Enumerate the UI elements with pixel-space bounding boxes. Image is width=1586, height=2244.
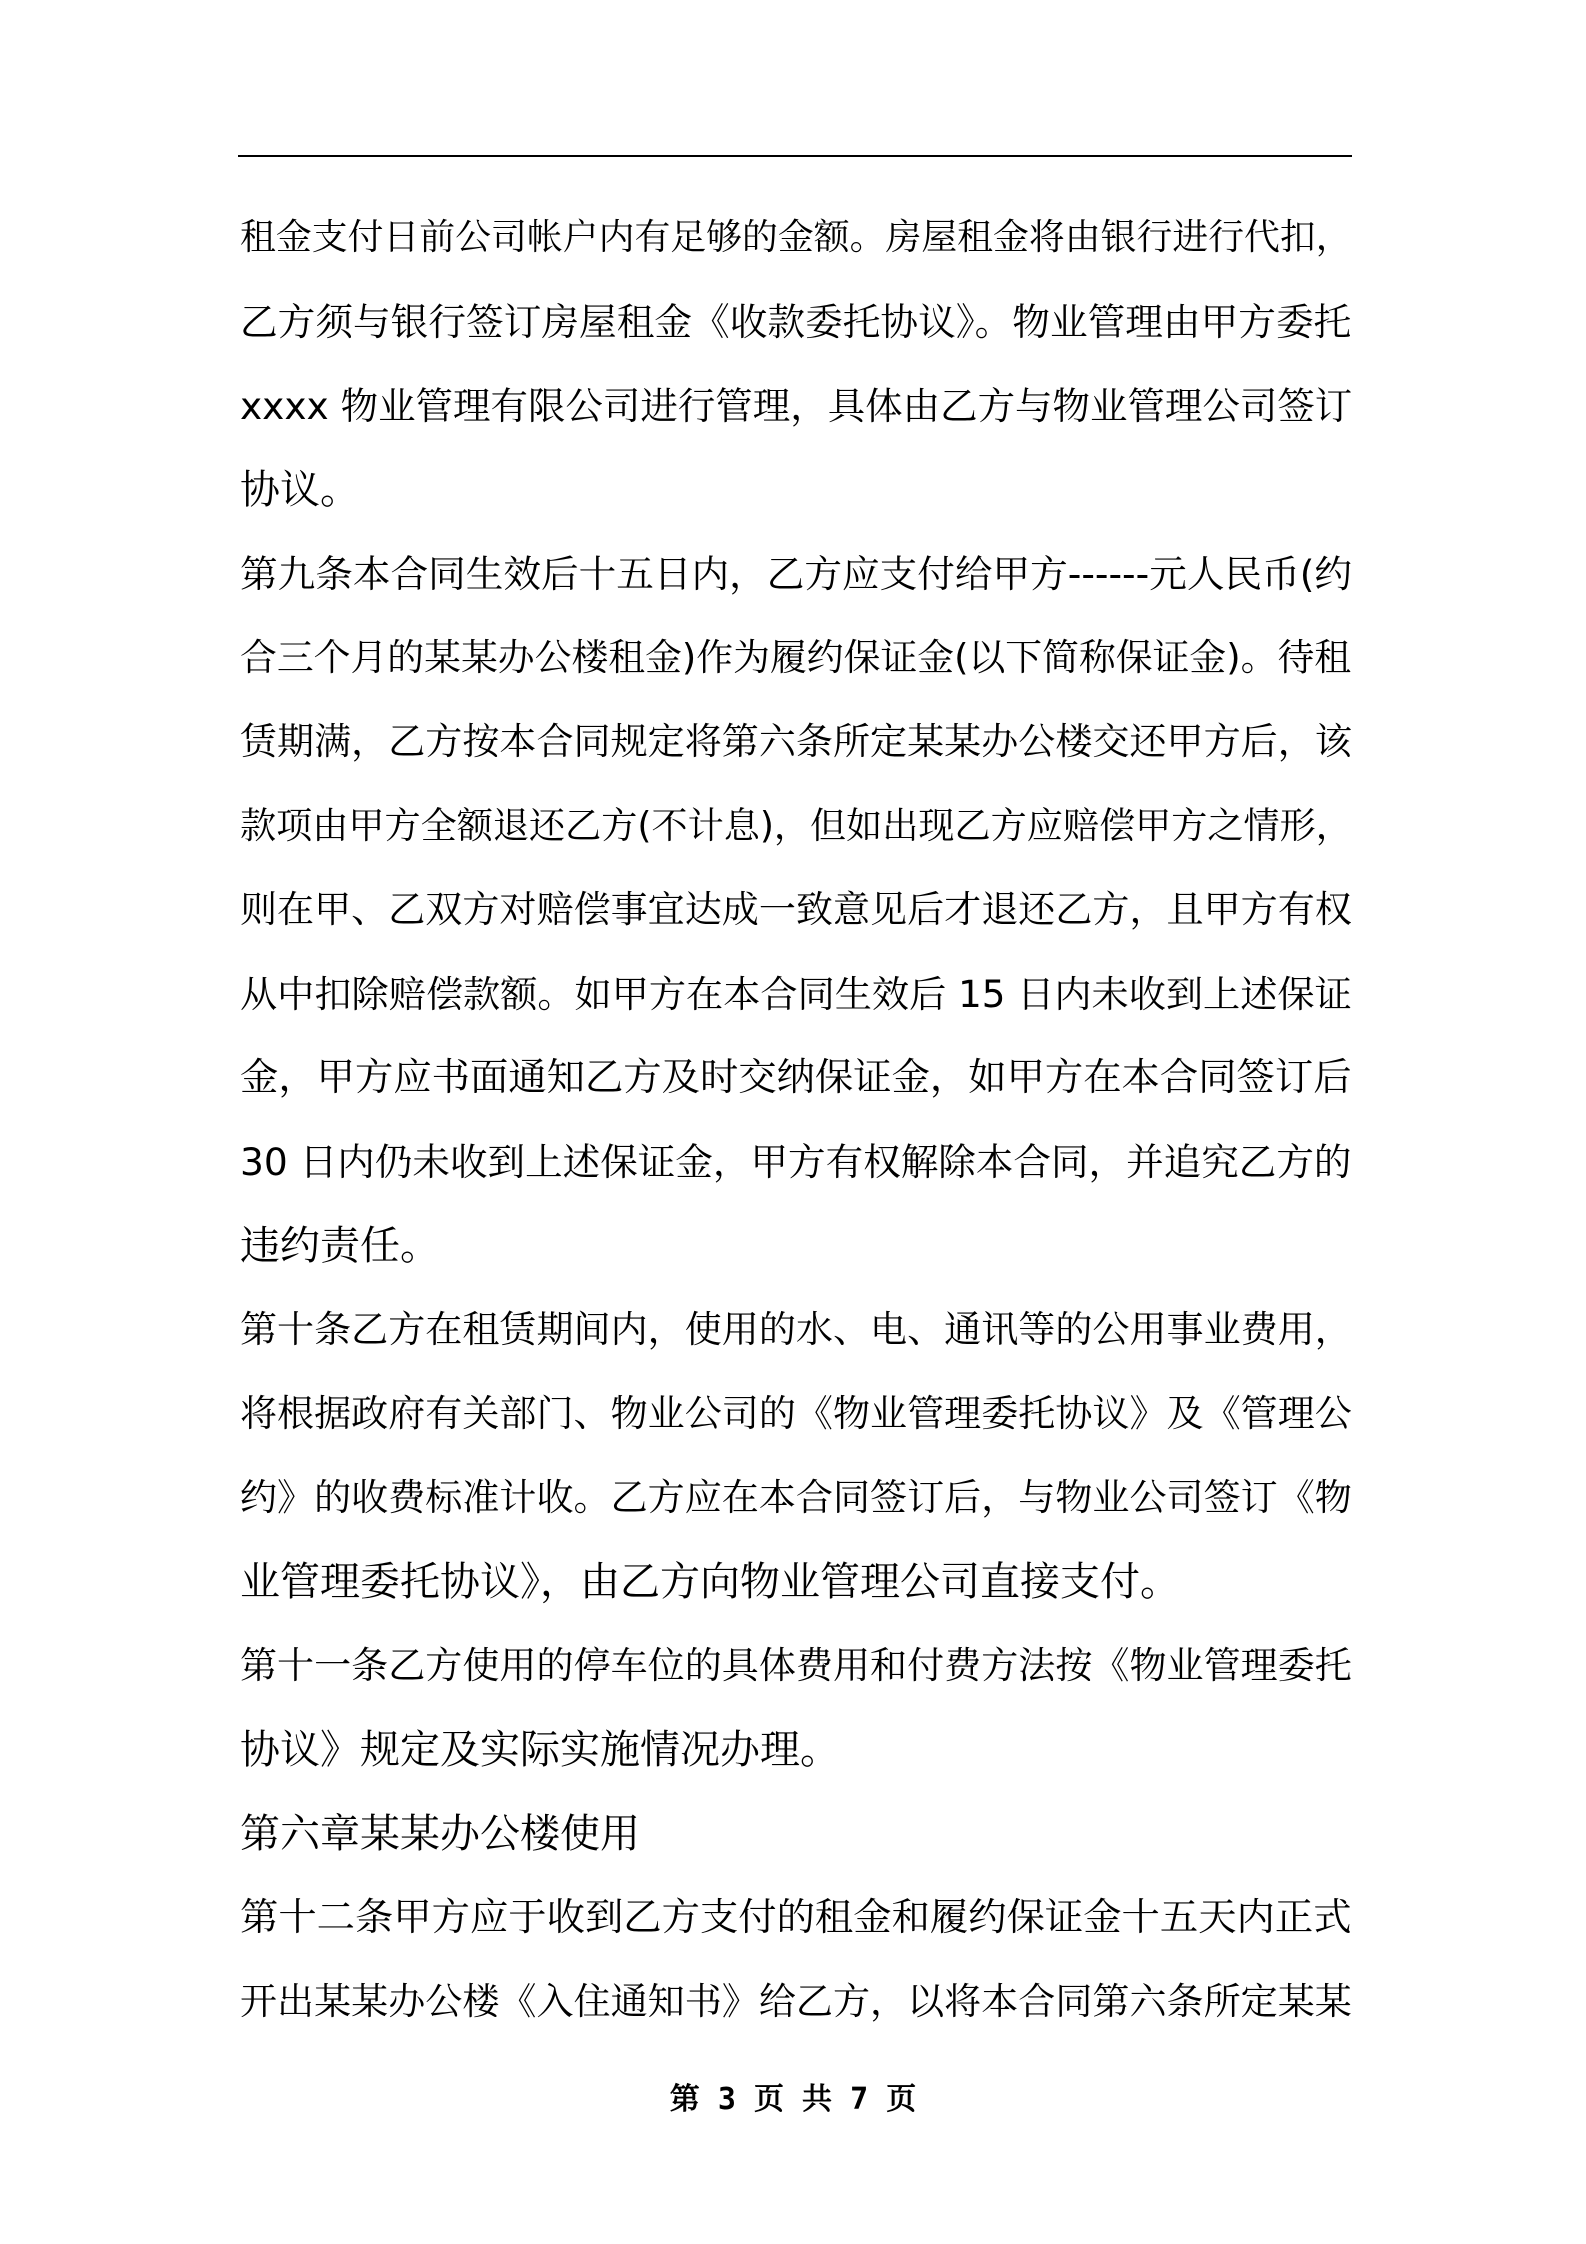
text-line: 违约责任。 bbox=[240, 1223, 440, 1269]
section-heading: 第六章某某办公楼使用 bbox=[240, 1811, 640, 1857]
text-line: 约》的收费标准计收。乙方应在本合同签订后，与物业公司签订《物 bbox=[240, 1476, 1352, 1519]
text-line: 乙方须与银行签订房屋租金《收款委托协议》。物业管理由甲方委托 bbox=[240, 300, 1352, 344]
text-line: 业管理委托协议》，由乙方向物业管理公司直接支付。 bbox=[240, 1559, 1180, 1605]
text-line: 赁期满，乙方按本合同规定将第六条所定某某办公楼交还甲方后，该 bbox=[240, 720, 1352, 763]
text-line: 第十条乙方在租赁期间内，使用的水、电、通讯等的公用事业费用， bbox=[240, 1308, 1352, 1351]
text-line: 开出某某办公楼《入住通知书》给乙方，以将本合同第六条所定某某 bbox=[240, 1980, 1352, 2023]
text-line: 30 日内仍未收到上述保证金，甲方有权解除本合同，并追究乙方的 bbox=[240, 1140, 1352, 1184]
header-rule bbox=[238, 155, 1352, 157]
text-line: 第十二条甲方应于收到乙方支付的租金和履约保证金十五天内正式 bbox=[240, 1895, 1352, 1940]
text-line: 合三个月的某某办公楼租金)作为履约保证金(以下简称保证金)。待租 bbox=[240, 636, 1352, 679]
text-line: 金，甲方应书面通知乙方及时交纳保证金，如甲方在本合同签订后 bbox=[240, 1055, 1352, 1100]
text-line: 协议》规定及实际实施情况办理。 bbox=[240, 1727, 840, 1773]
text-line: 协议。 bbox=[240, 467, 360, 513]
text-line: 则在甲、乙双方对赔偿事宜达成一致意见后才退还乙方，且甲方有权 bbox=[240, 888, 1352, 931]
text-line: 款项由甲方全额退还乙方(不计息)，但如出现乙方应赔偿甲方之情形， bbox=[240, 804, 1352, 847]
text-line: 租金支付日前公司帐户内有足够的金额。房屋租金将由银行进行代扣， bbox=[240, 217, 1352, 258]
text-line: 从中扣除赔偿款额。如甲方在本合同生效后 15 日内未收到上述保证 bbox=[240, 972, 1352, 1016]
text-line: 第十一条乙方使用的停车位的具体费用和付费方法按《物业管理委托 bbox=[240, 1644, 1352, 1687]
text-line: xxxx 物业管理有限公司进行管理，具体由乙方与物业管理公司签订 bbox=[240, 384, 1353, 428]
document-body bbox=[240, 196, 1352, 2044]
page-number-footer: 第 3 页 共 7 页 bbox=[669, 2082, 917, 2117]
text-line: 第九条本合同生效后十五日内，乙方应支付给甲方------元人民币(约 bbox=[240, 552, 1353, 596]
text-line: 将根据政府有关部门、物业公司的《物业管理委托协议》及《管理公 bbox=[240, 1392, 1352, 1435]
